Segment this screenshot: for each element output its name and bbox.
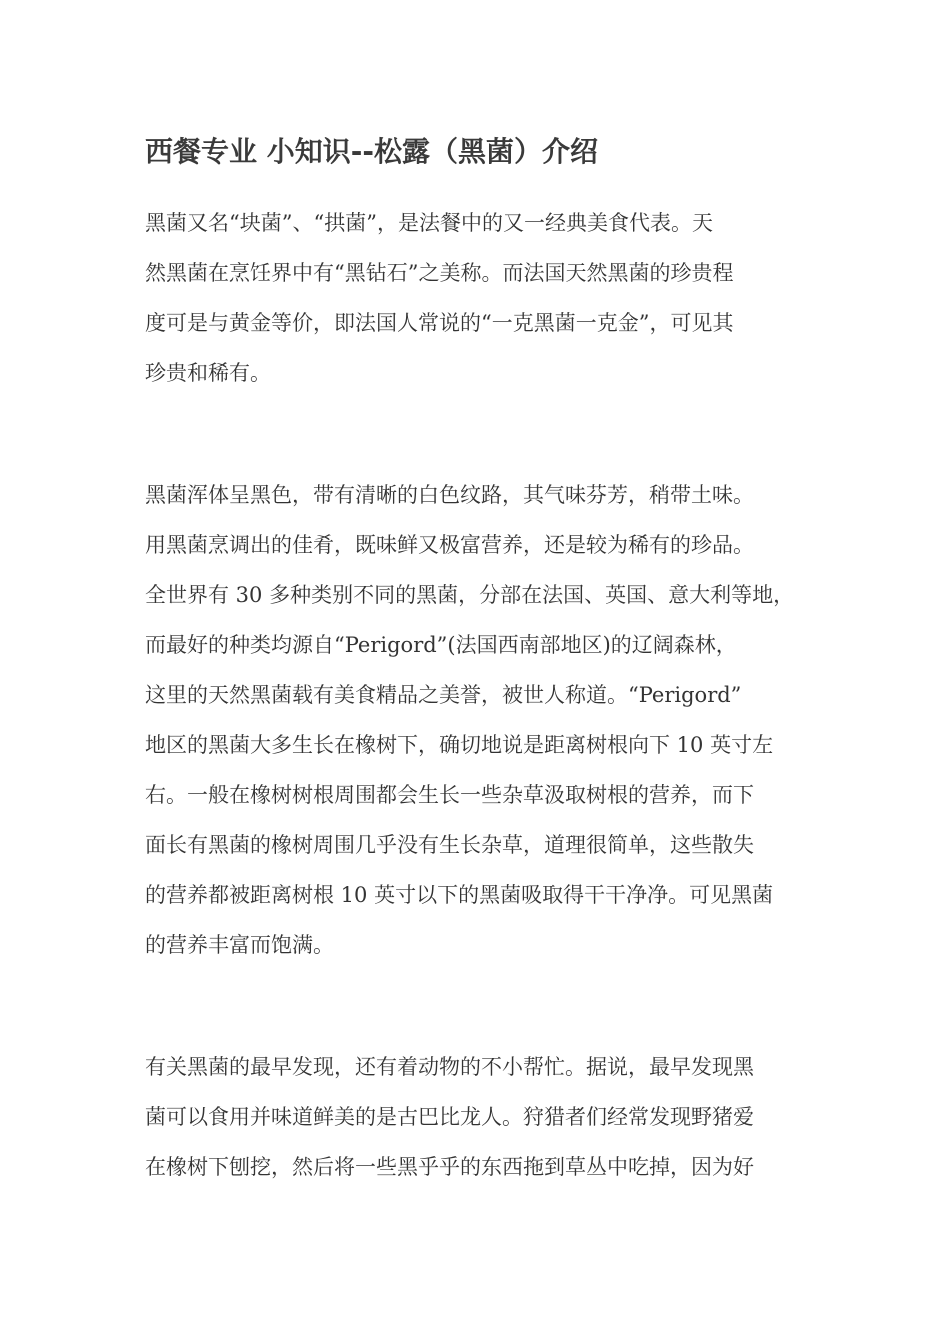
- text-line: 用黑菌烹调出的佳肴，既味鲜又极富营养，还是较为稀有的珍品。: [145, 533, 754, 557]
- text-line: 黑菌浑体呈黑色，带有清晰的白色纹路，其气味芬芳，稍带土味。: [145, 483, 754, 507]
- text-line: 而最好的种类均源自“Perigord”(法国西南部地区)的辽阔森林，: [145, 633, 737, 657]
- text-line: 度可是与黄金等价，即法国人常说的“一克黑菌一克金”，可见其: [145, 311, 734, 335]
- text-line: 在橡树下刨挖，然后将一些黑乎乎的东西拖到草丛中吃掉，因为好: [145, 1155, 754, 1179]
- document-title: 西餐专业 小知识--松露（黑菌）介绍: [145, 135, 598, 168]
- text-line: 有关黑菌的最早发现，还有着动物的不小帮忙。据说，最早发现黑: [145, 1055, 754, 1079]
- text-line: 地区的黑菌大多生长在橡树下，确切地说是距离树根向下 10 英寸左: [145, 733, 774, 757]
- text-line: 的营养都被距离树根 10 英寸以下的黑菌吸取得干干净净。可见黑菌: [145, 883, 774, 907]
- text-line: 菌可以食用并味道鲜美的是古巴比龙人。狩猎者们经常发现野猪爱: [145, 1105, 754, 1129]
- text-line: 黑菌又名“块菌”、“拱菌”，是法餐中的又一经典美食代表。天: [145, 211, 713, 235]
- text-line: 珍贵和稀有。: [145, 361, 271, 385]
- text-line: 右。一般在橡树树根周围都会生长一些杂草汲取树根的营养，而下: [145, 783, 754, 807]
- text-line: 全世界有 30 多种类别不同的黑菌，分部在法国、英国、意大利等地，: [145, 583, 795, 607]
- text-line: 的营养丰富而饱满。: [145, 933, 334, 957]
- text-line: 面长有黑菌的橡树周围几乎没有生长杂草，道理很简单，这些散失: [145, 833, 754, 857]
- text-line: 这里的天然黑菌载有美食精品之美誉，被世人称道。“Perigord”: [145, 683, 742, 707]
- text-line: 然黑菌在烹饪界中有“黑钻石”之美称。而法国天然黑菌的珍贵程: [145, 261, 734, 285]
